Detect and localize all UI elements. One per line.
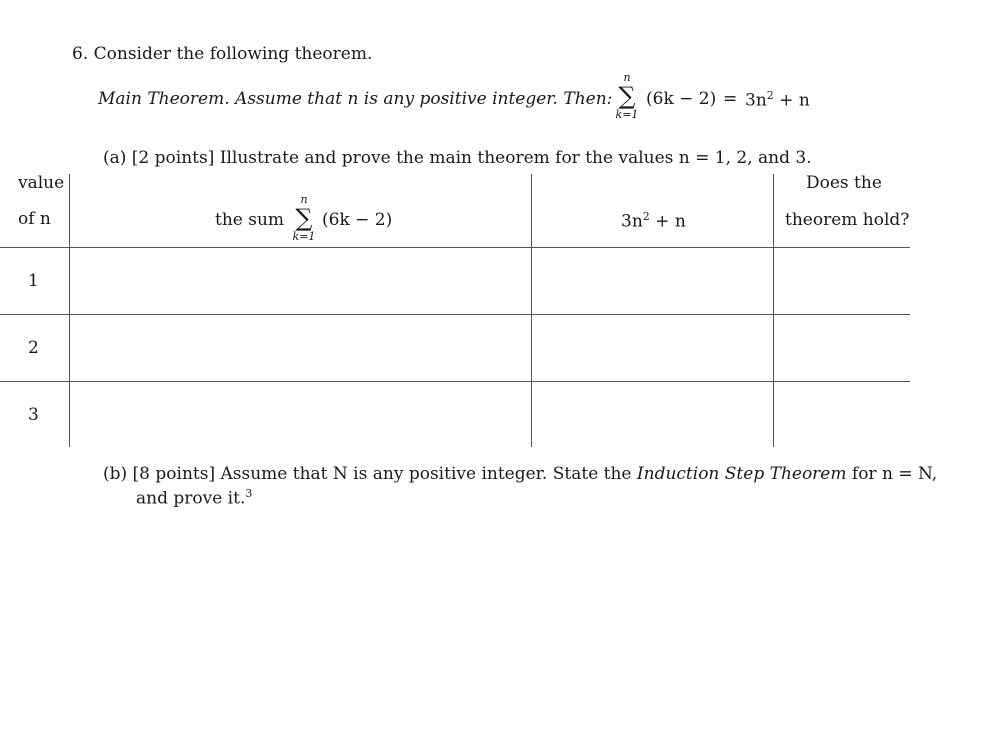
header-does-the: Does the	[806, 173, 882, 193]
problem-intro: Consider the following theorem.	[93, 44, 373, 64]
header-sum-upper: n	[300, 193, 308, 206]
theorem-sum-lower: k=1	[615, 108, 639, 121]
header-sigma	[290, 194, 318, 242]
table-col-divider-3	[773, 174, 774, 447]
part-b-line2	[136, 487, 252, 509]
header-value-label: value	[18, 173, 65, 193]
theorem-rhs-base: 3n	[745, 90, 767, 111]
theorem-sum-upper: n	[623, 71, 631, 84]
header-formula-tail: + n	[655, 211, 686, 232]
header-sum-lower: k=1	[292, 230, 316, 243]
part-b-line1-italic: Induction Step Theorem	[636, 464, 847, 484]
footnote-marker: 3	[245, 487, 253, 500]
row-n-value: 3	[28, 405, 39, 425]
header-of-n-label: of n	[18, 209, 51, 229]
sigma-icon: ∑	[618, 82, 636, 110]
part-b-line2-text: and prove it.	[136, 488, 246, 509]
problem-heading	[72, 44, 372, 64]
theorem-rhs	[745, 89, 810, 111]
theorem-summand: (6k − 2)	[646, 89, 717, 109]
part-b-line1	[103, 464, 937, 484]
table-col-divider-1	[69, 174, 70, 447]
header-sum-summand: (6k − 2)	[322, 210, 393, 230]
header-sigma-icon: ∑	[295, 204, 313, 232]
theorem-equals: =	[723, 89, 738, 109]
header-formula-exp: 2	[642, 210, 650, 223]
header-formula	[621, 210, 686, 232]
part-b-line1-pre: (b) [8 points] Assume that N is any positive integer. State the	[103, 464, 632, 484]
theorem-sigma	[613, 72, 641, 120]
problem-number: 6.	[72, 44, 89, 64]
row-n-value: 1	[28, 271, 39, 291]
table-col-divider-2	[531, 174, 532, 447]
header-sum-prefix: the sum	[215, 210, 285, 230]
theorem-statement	[98, 89, 612, 109]
theorem-rhs-exp: 2	[766, 89, 774, 102]
part-a-text: (a) [2 points] Illustrate and prove the main theorem for the values n = 1, 2, and 3.	[103, 148, 812, 168]
theorem-label: Main Theorem.	[98, 89, 230, 109]
row-n-value: 2	[28, 338, 39, 358]
part-b-line1-post: for n = N,	[851, 464, 938, 484]
theorem-rhs-tail: + n	[779, 90, 810, 111]
theorem-text: Assume that n is any positive integer. Then:	[235, 89, 613, 109]
header-theorem-hold: theorem hold?	[785, 210, 910, 230]
header-formula-base: 3n	[621, 211, 643, 232]
